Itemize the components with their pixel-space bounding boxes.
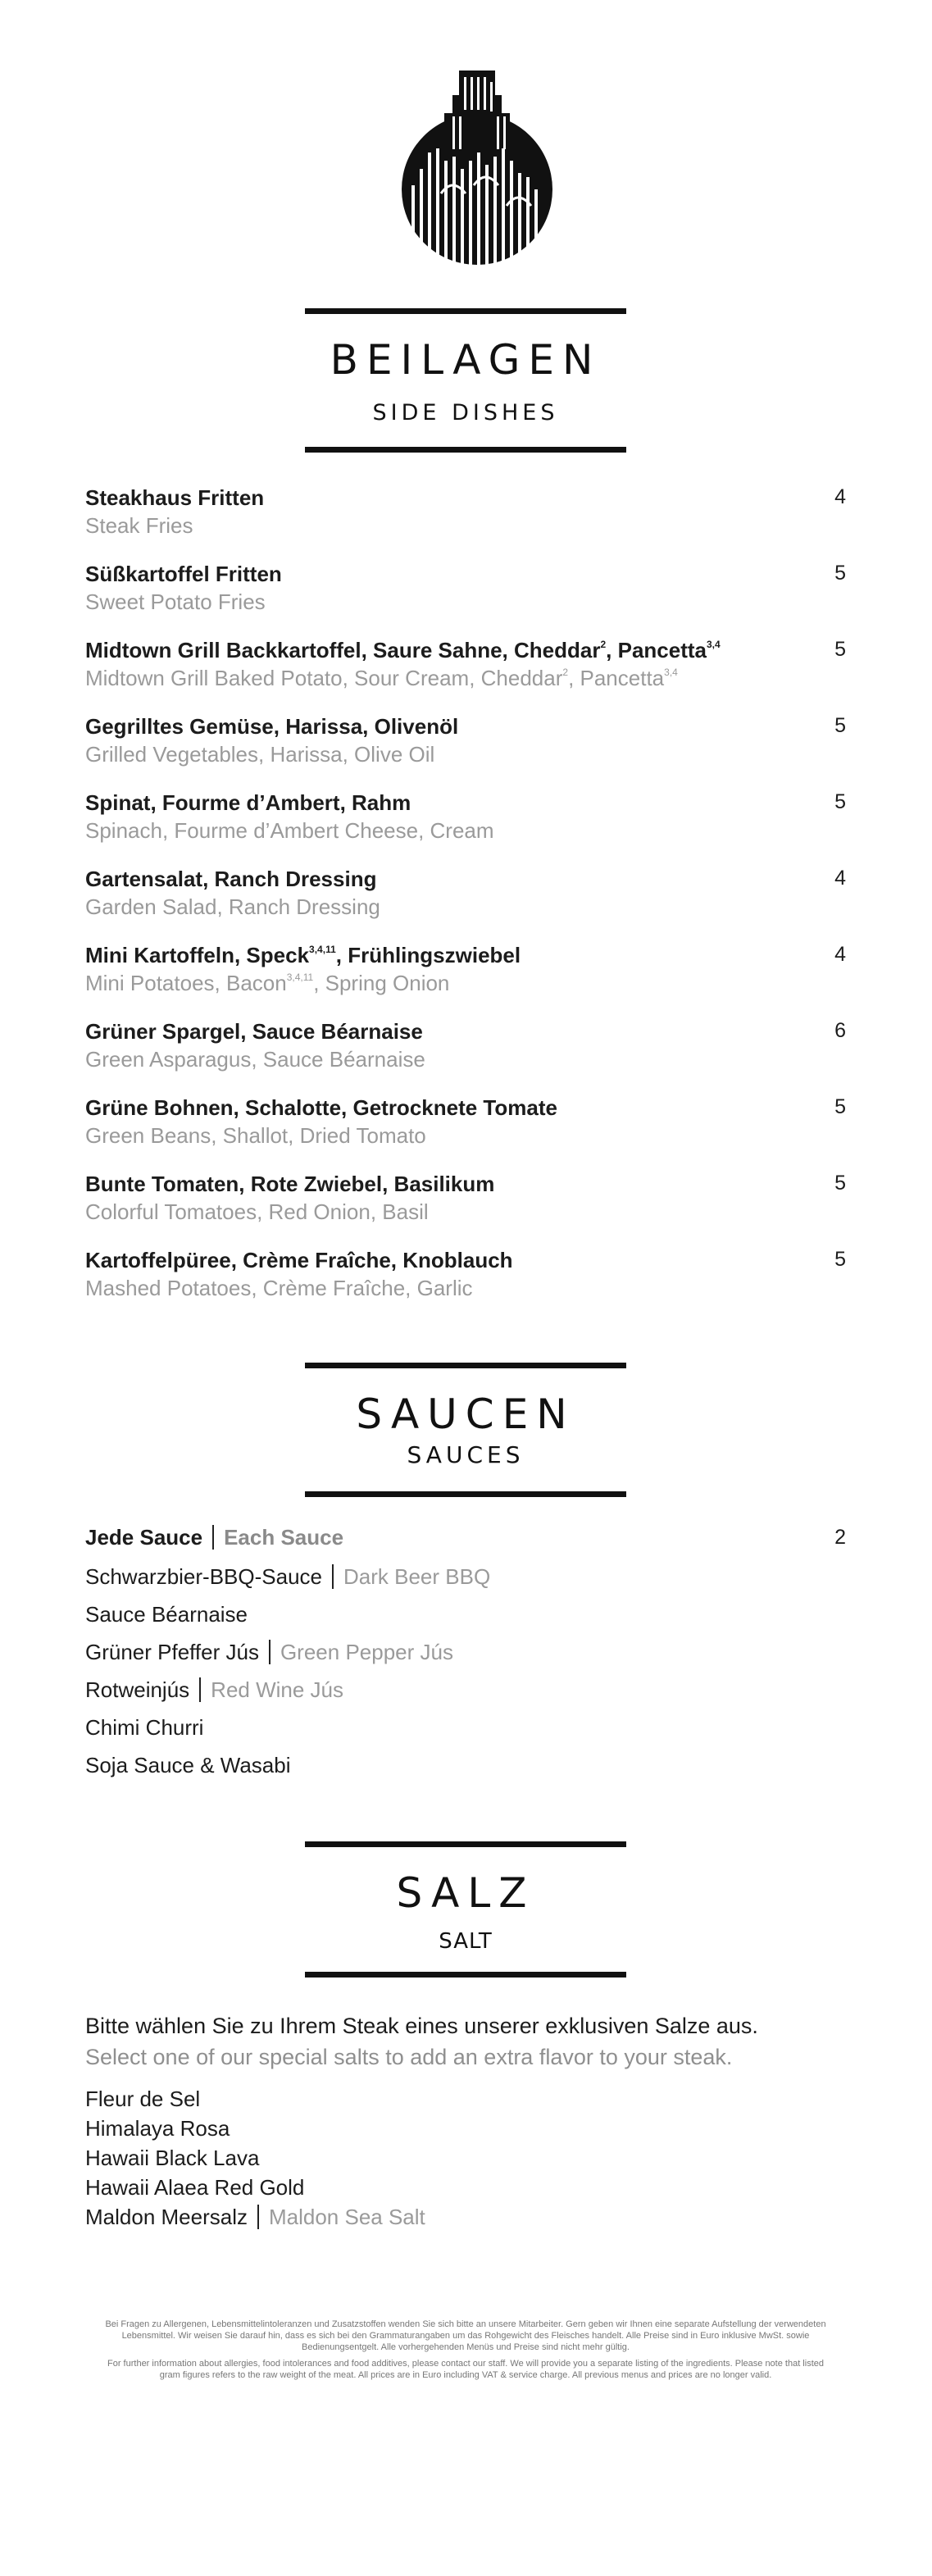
salt-intro-en: Select one of our special salts to add an extra flavor to your steak.	[85, 2045, 733, 2069]
side-dishes-list	[85, 484, 846, 1322]
item-price: 5	[834, 790, 846, 813]
item-name-en: Spinach, Fourme d’Ambert Cheese, Cream	[85, 818, 494, 843]
skyline-logo	[395, 71, 559, 275]
allergen-note: 3,4,11	[309, 944, 336, 955]
sauce-name-en: Red Wine Jús	[211, 1677, 344, 1702]
salt-item	[85, 2202, 846, 2232]
item-name-en: Steak Fries	[85, 513, 193, 538]
menu-item	[85, 1094, 846, 1170]
sauce-header	[85, 1517, 846, 1558]
menu-item	[85, 941, 846, 1017]
salt-item	[85, 2084, 846, 2114]
item-name-en: Garden Salad, Ranch Dressing	[85, 894, 380, 919]
item-price: 4	[834, 867, 846, 890]
sauce-name-en: Dark Beer BBQ	[343, 1564, 491, 1589]
menu-item	[85, 789, 846, 865]
item-text: Midtown Grill Baked Potato, Sour Cream, Cheddar	[85, 666, 563, 690]
sauce-header-en: Each Sauce	[224, 1525, 344, 1550]
banner-bottom-rule	[305, 447, 626, 453]
divider	[332, 1564, 334, 1589]
divider	[212, 1525, 214, 1550]
section-title: BEILAGEN	[330, 336, 602, 384]
item-name-en	[85, 664, 846, 692]
menu-item	[85, 1246, 846, 1322]
item-name-de: Kartoffelpüree, Crème Fraîche, Knoblauch	[85, 1248, 513, 1272]
item-text: , Pancetta	[606, 638, 707, 662]
sauce-name-de: Grüner Pfeffer Jús	[85, 1640, 259, 1664]
item-price: 5	[834, 562, 846, 585]
item-text: , Frühlingszwiebel	[335, 943, 521, 967]
beilagen-banner	[305, 308, 626, 453]
item-name-de	[85, 636, 846, 664]
item-name-de: Spinat, Fourme d’Ambert, Rahm	[85, 790, 411, 815]
item-name-de: Grüner Spargel, Sauce Béarnaise	[85, 1019, 423, 1044]
sauce-price: 2	[834, 1526, 846, 1549]
salz-banner	[305, 1841, 626, 1978]
allergen-note: 3,4,11	[286, 972, 314, 983]
item-price: 5	[834, 1248, 846, 1271]
sauce-name-en: Green Pepper Jús	[280, 1640, 453, 1664]
divider	[269, 1640, 271, 1664]
item-name-de: Grüne Bohnen, Schalotte, Getrocknete Tomate	[85, 1095, 557, 1120]
banner-top-rule	[305, 308, 626, 314]
sauce-name-de: Sauce Béarnaise	[85, 1602, 248, 1627]
item-price: 5	[834, 1095, 846, 1118]
sauce-name-de: Schwarzbier-BBQ-Sauce	[85, 1564, 322, 1589]
section-title: SAUCEN	[356, 1390, 575, 1438]
item-text: , Pancetta	[568, 666, 665, 690]
sauce-name-de: Rotweinjús	[85, 1677, 190, 1702]
banner-top-rule	[305, 1841, 626, 1847]
salt-intro-de: Bitte wählen Sie zu Ihrem Steak eines unserer exklusiven Salze aus.	[85, 2014, 758, 2038]
item-text: Mini Kartoffeln, Speck	[85, 943, 310, 967]
sauce-name-de: Soja Sauce & Wasabi	[85, 1753, 291, 1777]
allergen-note: 3,4	[664, 667, 678, 678]
banner-top-rule	[305, 1363, 626, 1368]
salt-section	[85, 2010, 846, 2232]
item-text: , Spring Onion	[313, 971, 450, 995]
sauce-item	[85, 1746, 846, 1784]
item-price: 6	[834, 1019, 846, 1042]
item-name-en: Sweet Potato Fries	[85, 589, 266, 614]
allergen-note: 2	[600, 639, 607, 650]
allergen-note: 3,4	[706, 639, 721, 650]
item-name-de: Steakhaus Fritten	[85, 485, 265, 510]
item-text: Mini Potatoes, Bacon	[85, 971, 287, 995]
menu-item	[85, 865, 846, 941]
sauces-list	[85, 1517, 846, 1784]
salt-name-de: Hawaii Alaea Red Gold	[85, 2175, 305, 2200]
section-subtitle: SAUCES	[407, 1441, 525, 1468]
item-name-de: Süßkartoffel Fritten	[85, 562, 282, 586]
item-name-de	[85, 941, 846, 969]
item-price: 4	[834, 485, 846, 508]
sauce-item	[85, 1558, 846, 1595]
item-name-en: Mashed Potatoes, Crème Fraîche, Garlic	[85, 1276, 473, 1300]
salt-item	[85, 2114, 846, 2143]
salt-item	[85, 2173, 846, 2202]
sauce-item	[85, 1595, 846, 1633]
salt-name-de: Fleur de Sel	[85, 2087, 201, 2111]
item-name-en: Green Asparagus, Sauce Béarnaise	[85, 1047, 425, 1072]
salt-name-de: Hawaii Black Lava	[85, 2146, 260, 2170]
allergen-note: 2	[562, 667, 569, 678]
salt-name-en: Maldon Sea Salt	[268, 2205, 425, 2229]
item-name-en: Colorful Tomatoes, Red Onion, Basil	[85, 1199, 429, 1224]
item-price: 5	[834, 1172, 846, 1195]
footer-notes	[97, 2319, 834, 2386]
sauce-header-de: Jede Sauce	[85, 1525, 203, 1550]
section-title: SALZ	[396, 1869, 535, 1917]
item-price: 4	[834, 943, 846, 966]
item-name-de: Gartensalat, Ranch Dressing	[85, 867, 377, 891]
sauce-item	[85, 1633, 846, 1671]
salt-item	[85, 2143, 846, 2173]
item-text: Midtown Grill Backkartoffel, Saure Sahne, Cheddar	[85, 638, 601, 662]
menu-item	[85, 1017, 846, 1094]
section-subtitle: SIDE DISHES	[372, 400, 559, 426]
item-name-en: Green Beans, Shallot, Dried Tomato	[85, 1123, 426, 1148]
item-price: 5	[834, 638, 846, 661]
item-name-de: Bunte Tomaten, Rote Zwiebel, Basilikum	[85, 1172, 495, 1196]
menu-item	[85, 1170, 846, 1246]
sauce-name-de: Chimi Churri	[85, 1715, 204, 1740]
footer-note-en: For further information about allergies, food intolerances and food additives, please contact our staff. We will provide you a separate listing of the ingredients. Please note that listed gram figures refers to the raw weight of the meat. All prices are in Euro including VAT & service charge. All previous menus and prices are no longer valid.	[107, 2359, 824, 2380]
item-name-en: Grilled Vegetables, Harissa, Olive Oil	[85, 742, 435, 767]
menu-item	[85, 636, 846, 712]
divider	[257, 2205, 259, 2229]
sauce-item	[85, 1671, 846, 1709]
menu-item	[85, 560, 846, 636]
salt-name-de: Himalaya Rosa	[85, 2116, 230, 2141]
menu-item	[85, 484, 846, 560]
menu-item	[85, 712, 846, 789]
item-price: 5	[834, 714, 846, 737]
banner-bottom-rule	[305, 1972, 626, 1978]
section-subtitle: SALT	[439, 1929, 493, 1954]
banner-bottom-rule	[305, 1491, 626, 1497]
item-name-en	[85, 969, 846, 997]
footer-note-de: Bei Fragen zu Allergenen, Lebensmittelintoleranzen und Zusatzstoffen wenden Sie sich bitte an unsere Mitarbeiter. Gern geben wir Ihnen eine separate Aufstellung der verwendeten Lebensmittel. Wir weisen Sie darauf hin, dass es sich bei den Grammaturangaben um das Rohgewicht des Fleisches handelt. Alle Preise sind in Euro inklusive MwSt. sowie Bedienungsentgelt. Alle vorhergehenden Menüs und Preise sind nicht mehr gültig.	[105, 2319, 826, 2352]
divider	[199, 1677, 201, 1702]
saucen-banner	[305, 1363, 626, 1497]
sauce-item	[85, 1709, 846, 1746]
salt-name-de: Maldon Meersalz	[85, 2205, 248, 2229]
item-name-de: Gegrilltes Gemüse, Harissa, Olivenöl	[85, 714, 459, 739]
